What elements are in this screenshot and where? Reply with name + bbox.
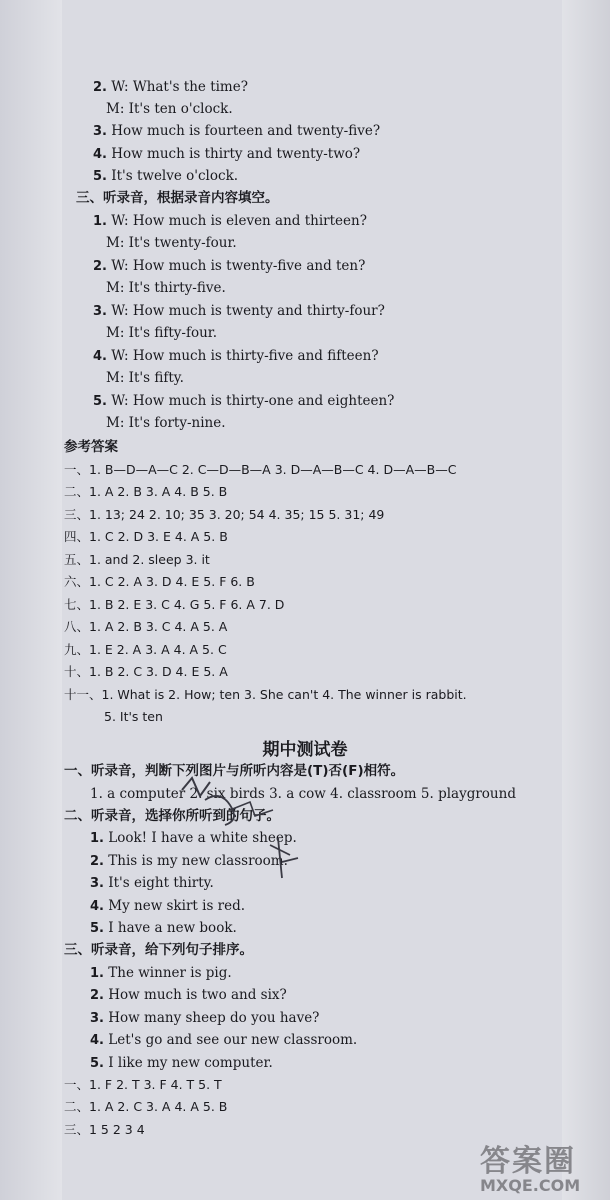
midterm-title: 期中测试卷	[262, 740, 348, 760]
text-line: 1. W: How much is eleven and thirteen?	[93, 213, 367, 229]
answer-line: 三、1 5 2 3 4	[64, 1122, 145, 1137]
text-line: 4. W: How much is thirty-five and fifteen?	[93, 348, 379, 364]
text-line: M: It's ten o'clock.	[106, 101, 233, 117]
text-line: 3. How much is fourteen and twenty-five?	[93, 123, 381, 139]
answer-line: 一、1. B—D—A—C 2. C—D—B—A 3. D—A—B—C 4. D—A—B—C	[64, 462, 457, 477]
answer-line: 二、1. A 2. B 3. A 4. B 5. B	[64, 484, 228, 499]
text-line: M: It's forty-nine.	[106, 415, 226, 431]
answer-line: 四、1. C 2. D 3. E 4. A 5. B	[64, 529, 228, 544]
text-line: 3. How many sheep do you have?	[90, 1010, 320, 1026]
text-line: 5. I like my new computer.	[90, 1055, 273, 1071]
section-heading: 三、听录音，给下列句子排序。	[64, 942, 253, 958]
text-line: M: It's twenty-four.	[106, 235, 237, 251]
answer-line: 六、1. C 2. A 3. D 4. E 5. F 6. B	[64, 574, 255, 589]
text-line: 4. My new skirt is red.	[90, 898, 246, 914]
section-heading: 一、听录音，判断下列图片与所听内容是(T)否(F)相符。	[64, 763, 405, 779]
text-line: 1. The winner is pig.	[90, 965, 232, 981]
answer-line: 七、1. B 2. E 3. C 4. G 5. F 6. A 7. D	[64, 597, 285, 612]
pencil-scribble	[170, 770, 310, 900]
text-line: 2. How much is two and six?	[90, 987, 287, 1003]
text-line: 1. Look! I have a white sheep.	[90, 830, 297, 846]
page-right-edge	[562, 0, 610, 1200]
answer-line: 5. It's ten	[104, 709, 163, 724]
text-line: 5. W: How much is thirty-one and eighteen?	[93, 393, 395, 409]
text-line: 2. This is my new classroom.	[90, 853, 288, 869]
text-line: 5. It's twelve o'clock.	[93, 168, 239, 184]
text-line: 4. Let's go and see our new classroom.	[90, 1032, 358, 1048]
text-line: 4. How much is thirty and twenty-two?	[93, 146, 361, 162]
page-gutter	[0, 0, 62, 1200]
answer-line: 十、1. B 2. C 3. D 4. E 5. A	[64, 664, 228, 679]
answer-line: 二、1. A 2. C 3. A 4. A 5. B	[64, 1099, 228, 1114]
watermark-logo	[480, 1136, 600, 1194]
answer-line: 八、1. A 2. B 3. C 4. A 5. A	[64, 619, 228, 634]
answer-heading: 参考答案	[64, 439, 118, 455]
text-line: 2. W: How much is twenty-five and ten?	[93, 258, 366, 274]
text-line: 1. a computer 2. six birds 3. a cow 4. classroom 5. playground	[90, 786, 516, 802]
text-line: M: It's fifty.	[106, 370, 184, 386]
section-heading: 二、听录音，选择你所听到的句子。	[64, 808, 280, 824]
answer-line: 十一、1. What is 2. How; ten 3. She can't 4. The winner is rabbit.	[64, 687, 467, 702]
text-line: M: It's thirty-five.	[106, 280, 226, 296]
text-line: M: It's fifty-four.	[106, 325, 218, 341]
text-line: 3. W: How much is twenty and thirty-four?	[93, 303, 385, 319]
text-line: 5. I have a new book.	[90, 920, 237, 936]
watermark-text: 答案圈	[480, 1144, 576, 1179]
section-heading: 三、听录音，根据录音内容填空。	[76, 190, 279, 206]
answer-line: 九、1. E 2. A 3. A 4. A 5. C	[64, 642, 227, 657]
text-line: 2. W: What's the time?	[93, 79, 248, 95]
answer-line: 五、1. and 2. sleep 3. it	[64, 552, 210, 567]
text-line: 3. It's eight thirty.	[90, 875, 214, 891]
watermark-url: MXQE.COM	[480, 1176, 581, 1195]
answer-line: 一、1. F 2. T 3. F 4. T 5. T	[64, 1077, 222, 1092]
answer-line: 三、1. 13; 24 2. 10; 35 3. 20; 54 4. 35; 15 5. 31; 49	[64, 507, 385, 522]
